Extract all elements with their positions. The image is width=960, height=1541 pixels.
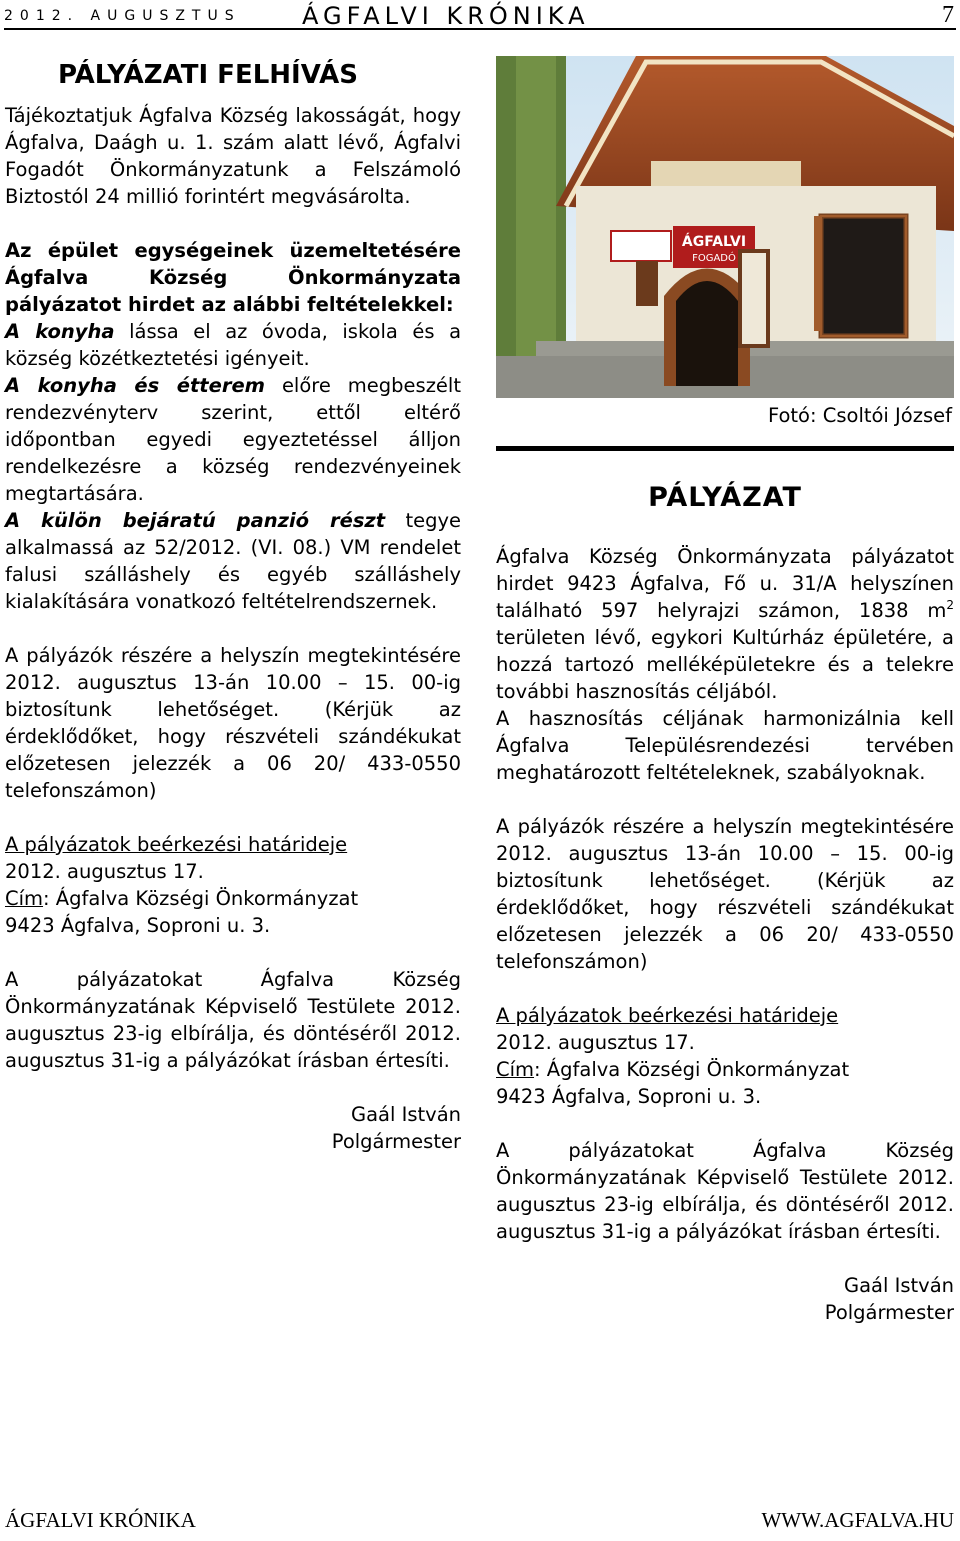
left-sign-name: Gaál István xyxy=(350,1103,461,1126)
right-intro xyxy=(496,543,954,705)
page-number: 7 xyxy=(942,2,954,28)
right-sign-title: Polgármester xyxy=(824,1301,954,1324)
sign-subtext: FOGADÓ xyxy=(692,253,736,264)
right-address-line: 9423 Ágfalva, Soproni u. 3. xyxy=(496,1085,762,1108)
right-heading: PÁLYÁZAT xyxy=(648,482,802,513)
pension-paragraph xyxy=(5,507,461,615)
restaurant-paragraph xyxy=(5,372,461,507)
left-sign-title: Polgármester xyxy=(331,1130,461,1153)
left-visit: A pályázók részére a helyszín megtekintésére 2012. augusztus 13-án 10.00 – 15. 00-ig biztosítunk lehetőséget. (Kérjük az érdeklődőket, hogy részvételi szándékukat előzetesen jelezzék a 06 20/ 433-0550 telefonszámon) xyxy=(5,644,461,802)
left-column xyxy=(5,60,461,1155)
left-deadline-date: 2012. augusztus 17. xyxy=(5,860,204,883)
right-sign-name: Gaál István xyxy=(843,1274,954,1297)
header-title: ÁGFALVI KRÓNIKA xyxy=(302,2,590,30)
address-label: Cím xyxy=(5,887,44,910)
right-intro-a: Ágfalva Község Önkormányzata pályázatot hirdet 9423 Ágfalva, Fő u. 31/A helyszínen található 597 helyrajzi számon, 1838 m xyxy=(496,545,954,622)
right-address xyxy=(496,1056,954,1083)
footer-right: WWW.AGFALVA.HU xyxy=(761,1508,954,1532)
right-address-label: Cím xyxy=(496,1058,535,1081)
right-column xyxy=(496,543,954,1326)
right-purpose: A hasznosítás céljának harmonizálnia kell Ágfalva Településrendezési tervében meghatározott feltételeknek, szabályoknak. xyxy=(496,707,954,784)
right-intro-sup: 2 xyxy=(946,598,954,612)
section-divider xyxy=(496,446,954,451)
kitchen-paragraph xyxy=(5,318,461,372)
page-header xyxy=(4,2,956,30)
sign-text: ÁGFALVI xyxy=(681,234,747,250)
restaurant-label: A konyha és étterem xyxy=(5,374,266,397)
left-heading: PÁLYÁZATI FELHÍVÁS xyxy=(58,60,358,90)
kitchen-label: A konyha xyxy=(5,320,115,343)
tender-conditions: Az épület egységeinek üzemeltetésére Ágfalva Község Önkormányzata pályázatot hirdet az alábbi feltételekkel: xyxy=(5,239,461,316)
right-address-org: : Ágfalva Községi Önkormányzat xyxy=(534,1058,850,1081)
right-deadline xyxy=(496,1002,954,1029)
pension-text: tegye alkalmassá az 52/2012. (VI. 08.) VM rendelet falusi szálláshely és egyéb szálláshely kialakítására vonatkozó feltételrendszernek. xyxy=(5,509,461,613)
pension-label: A külön bejáratú panzió részt xyxy=(5,509,386,532)
address-org: : Ágfalva Községi Önkormányzat xyxy=(43,887,359,910)
header-date: 2012. AUGUSZTUS xyxy=(4,8,241,24)
right-intro-b: területen lévő, egykori Kultúrház épületére, a hozzá tartozó melléképületekre és a telekre további hasznosítás céljából. xyxy=(496,626,954,703)
photo-caption: Fotó: Csoltói József xyxy=(767,404,952,427)
restaurant-text: előre megbeszélt rendezvényterv szerint, ettől eltérő időpontban egyedi egyeztetéssel álljon rendelkezésre a község rendezvényeinek megtartására. xyxy=(5,374,461,505)
right-visit: A pályázók részére a helyszín megtekintésére 2012. augusztus 13-án 10.00 – 15. 00-ig biztosítunk lehetőséget. (Kérjük az érdeklődőket, hogy részvételi szándékukat előzetesen jelezzék a 06 20/ 433-0550 telefonszámon) xyxy=(496,815,954,973)
building-photo xyxy=(496,56,954,398)
left-deadline xyxy=(5,831,461,858)
left-address-line: 9423 Ágfalva, Soproni u. 3. xyxy=(5,914,271,937)
left-decision: A pályázatokat Ágfalva Község Önkormányzatának Képviselő Testülete 2012. augusztus 23-ig elbírálja, és döntéséről 2012. augusztus 31-ig a pályázókat írásban értesíti. xyxy=(5,968,461,1072)
left-address xyxy=(5,885,461,912)
right-deadline-date: 2012. augusztus 17. xyxy=(496,1031,695,1054)
deadline-label: A pályázatok beérkezési határideje xyxy=(5,833,348,856)
kitchen-text: lássa el az óvoda, iskola és a község közétkeztetési igényeit. xyxy=(5,320,462,370)
right-deadline-label: A pályázatok beérkezési határideje xyxy=(496,1004,839,1027)
footer-left: ÁGFALVI KRÓNIKA xyxy=(5,1508,196,1532)
left-intro: Tájékoztatjuk Ágfalva Község lakosságát, hogy Ágfalva, Daágh u. 1. szám alatt lévő, Ágfalvi Fogadót Önkormányzatunk a Felszámoló Biztostól 24 millió forintért megvásárolta. xyxy=(5,104,461,208)
right-decision: A pályázatokat Ágfalva Község Önkormányzatának Képviselő Testülete 2012. augusztus 23-ig elbírálja, és döntéséről 2012. augusztus 31-ig a pályázókat írásban értesíti. xyxy=(496,1139,954,1243)
